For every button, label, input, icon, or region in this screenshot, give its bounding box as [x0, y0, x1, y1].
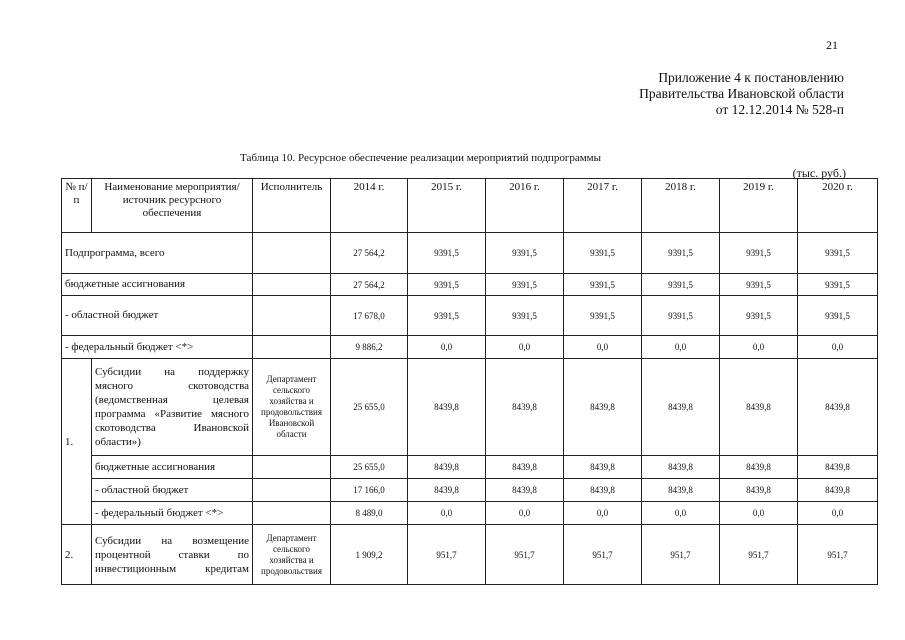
value-cell: 9391,5 [408, 274, 486, 296]
executor-cell [253, 274, 331, 296]
value-cell: 0,0 [798, 502, 878, 525]
table-row [62, 359, 878, 456]
table-row [62, 296, 878, 336]
item-number: 2. [62, 525, 92, 585]
value-cell: 9391,5 [798, 274, 878, 296]
value-cell: 8439,8 [408, 456, 486, 479]
value-cell: 8439,8 [798, 359, 878, 456]
value-cell: 9 886,2 [331, 336, 408, 359]
value-cell: 27 564,2 [331, 274, 408, 296]
value-cell: 9391,5 [642, 274, 720, 296]
value-cell: 8439,8 [720, 456, 798, 479]
header-no: № п/п [62, 179, 92, 233]
value-cell: 9391,5 [720, 274, 798, 296]
appendix-line: Приложение 4 к постановлению [658, 70, 844, 85]
value-cell: 0,0 [642, 502, 720, 525]
value-cell: 8439,8 [486, 479, 564, 502]
executor-cell [253, 296, 331, 336]
value-cell: 8439,8 [642, 456, 720, 479]
value-cell: 8439,8 [720, 479, 798, 502]
item-name: Субсидии на поддержку мясного скотоводства (ведомственная целевая программа «Развитие мясного скотоводства Ивановской области») [92, 359, 253, 456]
executor-cell: Департамент сельского хозяйства и продовольствия Ивановской области [253, 359, 331, 456]
table-row [62, 525, 878, 585]
appendix-block [639, 70, 844, 118]
value-cell: 0,0 [486, 502, 564, 525]
value-cell: 951,7 [486, 525, 564, 585]
item-number: 1. [62, 359, 92, 525]
value-cell: 9391,5 [798, 296, 878, 336]
value-cell: 0,0 [642, 336, 720, 359]
value-cell: 0,0 [564, 502, 642, 525]
value-cell: 8439,8 [798, 479, 878, 502]
value-cell: 8439,8 [642, 359, 720, 456]
appendix-line: от 12.12.2014 № 528-п [715, 102, 844, 117]
row-label: бюджетные ассигнования [62, 274, 253, 296]
executor-cell [253, 336, 331, 359]
value-cell: 9391,5 [564, 296, 642, 336]
value-cell: 0,0 [408, 502, 486, 525]
value-cell: 9391,5 [720, 233, 798, 274]
page-number: 21 [826, 38, 838, 52]
header-year: 2016 г. [486, 179, 564, 233]
value-cell: 27 564,2 [331, 233, 408, 274]
value-cell: 951,7 [564, 525, 642, 585]
value-cell: 17 678,0 [331, 296, 408, 336]
table-row [62, 336, 878, 359]
value-cell: 951,7 [408, 525, 486, 585]
value-cell: 25 655,0 [331, 456, 408, 479]
header-year: 2017 г. [564, 179, 642, 233]
header-name: Наименование мероприятия/источник ресурсного обеспечения [92, 179, 253, 233]
value-cell: 9391,5 [486, 296, 564, 336]
value-cell: 8 489,0 [331, 502, 408, 525]
table-row [62, 274, 878, 296]
table-row [62, 456, 878, 479]
value-cell: 0,0 [720, 336, 798, 359]
resource-table [61, 178, 878, 585]
value-cell: 8439,8 [408, 359, 486, 456]
executor-cell: Департамент сельского хозяйства и продовольствия [253, 525, 331, 585]
header-year: 2014 г. [331, 179, 408, 233]
row-label: бюджетные ассигнования [92, 456, 253, 479]
executor-cell [253, 233, 331, 274]
header-year: 2018 г. [642, 179, 720, 233]
row-label: Подпрограмма, всего [62, 233, 253, 274]
value-cell: 1 909,2 [331, 525, 408, 585]
executor-cell [253, 502, 331, 525]
value-cell: 9391,5 [486, 233, 564, 274]
value-cell: 0,0 [720, 502, 798, 525]
value-cell: 951,7 [720, 525, 798, 585]
value-cell: 9391,5 [486, 274, 564, 296]
table-row [62, 479, 878, 502]
value-cell: 951,7 [798, 525, 878, 585]
value-cell: 9391,5 [798, 233, 878, 274]
value-cell: 8439,8 [564, 359, 642, 456]
value-cell: 8439,8 [642, 479, 720, 502]
units-label: (тыс. руб.) [792, 166, 846, 180]
value-cell: 9391,5 [720, 296, 798, 336]
value-cell: 17 166,0 [331, 479, 408, 502]
value-cell: 8439,8 [564, 479, 642, 502]
appendix-line: Правительства Ивановской области [639, 86, 844, 101]
row-label: - областной бюджет [92, 479, 253, 502]
value-cell: 8439,8 [408, 479, 486, 502]
value-cell: 9391,5 [642, 296, 720, 336]
value-cell: 8439,8 [486, 359, 564, 456]
table-row [62, 502, 878, 525]
value-cell: 0,0 [564, 336, 642, 359]
value-cell: 8439,8 [486, 456, 564, 479]
value-cell: 25 655,0 [331, 359, 408, 456]
value-cell: 0,0 [798, 336, 878, 359]
table-caption: Таблица 10. Ресурсное обеспечение реализации мероприятий подпрограммы [240, 152, 602, 164]
row-label: - областной бюджет [62, 296, 253, 336]
value-cell: 9391,5 [642, 233, 720, 274]
executor-cell [253, 479, 331, 502]
value-cell: 0,0 [486, 336, 564, 359]
executor-cell [253, 456, 331, 479]
value-cell: 9391,5 [408, 233, 486, 274]
value-cell: 9391,5 [408, 296, 486, 336]
value-cell: 9391,5 [564, 274, 642, 296]
row-label: - федеральный бюджет <*> [92, 502, 253, 525]
value-cell: 8439,8 [720, 359, 798, 456]
value-cell: 8439,8 [798, 456, 878, 479]
table-row [62, 233, 878, 274]
item-name: Субсидии на возмещение процентной ставки по инвестиционным кредитам [92, 525, 253, 585]
value-cell: 951,7 [642, 525, 720, 585]
header-executor: Исполнитель [253, 179, 331, 233]
header-year: 2020 г. [798, 179, 878, 233]
header-year: 2019 г. [720, 179, 798, 233]
header-year: 2015 г. [408, 179, 486, 233]
row-label: - федеральный бюджет <*> [62, 336, 253, 359]
value-cell: 0,0 [408, 336, 486, 359]
value-cell: 8439,8 [564, 456, 642, 479]
header-row [62, 179, 878, 233]
value-cell: 9391,5 [564, 233, 642, 274]
